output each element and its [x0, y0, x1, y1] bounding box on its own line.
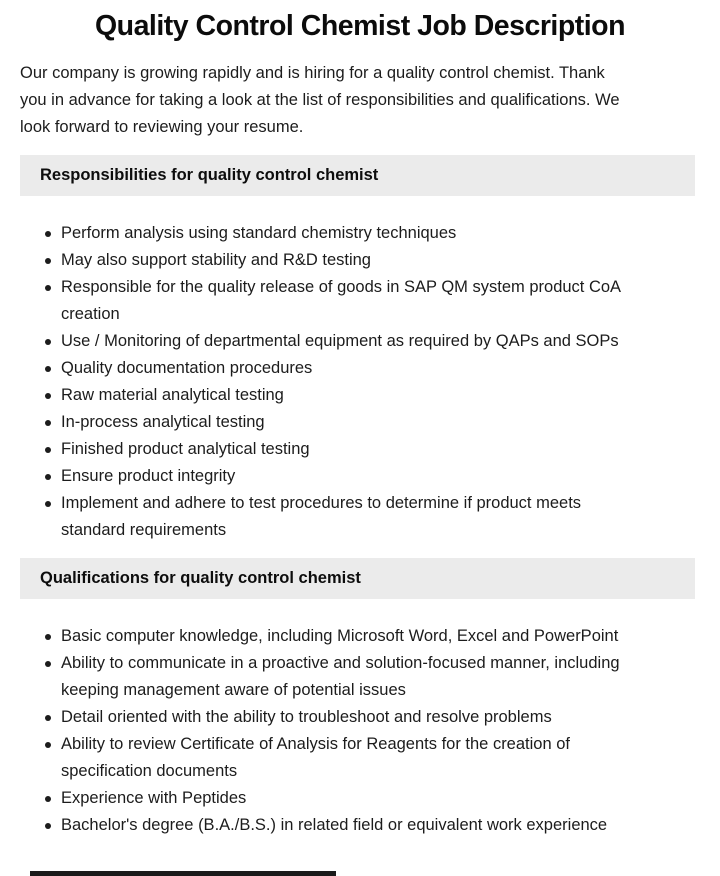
list-item-text: Responsible for the quality release of goods in SAP QM system product CoA — [61, 278, 622, 296]
qualifications-list — [0, 623, 695, 839]
bullet-icon — [45, 393, 51, 399]
list-item-text: standard requirements — [61, 521, 227, 539]
bullet-icon — [45, 796, 51, 802]
bullet-icon — [45, 285, 51, 291]
bullet-icon — [45, 339, 51, 345]
page-title: Quality Control Chemist Job Description — [95, 10, 625, 42]
list-item — [61, 463, 695, 490]
list-item-text: May also support stability and R&D testing — [61, 251, 371, 269]
bullet-icon — [45, 447, 51, 453]
list-item-text: specification documents — [61, 762, 238, 780]
list-item — [61, 328, 695, 355]
intro-line: you in advance for taking a look at the list of responsibilities and qualifications. We — [20, 91, 620, 109]
bullet-icon — [45, 366, 51, 372]
bullet-icon — [45, 823, 51, 829]
list-item — [61, 409, 695, 436]
list-item — [61, 650, 695, 704]
bottom-cutoff-bar — [30, 871, 336, 876]
list-item — [61, 355, 695, 382]
bullet-icon — [45, 258, 51, 264]
section-responsibilities — [0, 155, 720, 544]
bullet-icon — [45, 474, 51, 480]
bullet-icon — [45, 715, 51, 721]
list-item-text: Bachelor's degree (B.A./B.S.) in related field or equivalent work experience — [61, 816, 608, 834]
list-item-text: Use / Monitoring of departmental equipment as required by QAPs and SOPs — [61, 332, 619, 350]
bullet-icon — [45, 634, 51, 640]
list-item-text: Detail oriented with the ability to troubleshoot and resolve problems — [61, 708, 552, 726]
list-item-text: Ability to review Certificate of Analysis for Reagents for the creation of — [61, 735, 570, 753]
list-item-text: Basic computer knowledge, including Microsoft Word, Excel and PowerPoint — [61, 627, 619, 645]
list-item-text: keeping management aware of potential issues — [61, 681, 406, 699]
list-item — [61, 220, 695, 247]
list-item — [61, 247, 695, 274]
intro-paragraph — [20, 60, 695, 141]
qualifications-heading: Qualifications for quality control chemist — [20, 558, 695, 599]
list-item — [61, 436, 695, 463]
list-item — [61, 274, 695, 328]
section-qualifications — [0, 558, 720, 839]
list-item — [61, 382, 695, 409]
list-item-text: Perform analysis using standard chemistry techniques — [61, 224, 457, 242]
list-item-text: In-process analytical testing — [61, 413, 265, 431]
list-item — [61, 623, 695, 650]
bullet-icon — [45, 742, 51, 748]
list-item-text: Experience with Peptides — [61, 789, 247, 807]
responsibilities-list — [0, 220, 695, 544]
bullet-icon — [45, 661, 51, 667]
list-item — [61, 812, 695, 839]
list-item-text: Quality documentation procedures — [61, 359, 313, 377]
bullet-icon — [45, 420, 51, 426]
responsibilities-heading: Responsibilities for quality control chemist — [20, 155, 695, 196]
list-item-text: Implement and adhere to test procedures to determine if product meets — [61, 494, 582, 512]
list-item — [61, 785, 695, 812]
list-item-text: Raw material analytical testing — [61, 386, 284, 404]
bullet-icon — [45, 231, 51, 237]
list-item — [61, 704, 695, 731]
list-item-text: Ensure product integrity — [61, 467, 236, 485]
list-item-text: creation — [61, 305, 120, 323]
intro-line: look forward to reviewing your resume. — [20, 118, 304, 136]
list-item-text: Finished product analytical testing — [61, 440, 310, 458]
intro-line: Our company is growing rapidly and is hiring for a quality control chemist. Thank — [20, 64, 605, 82]
list-item — [61, 490, 695, 544]
list-item-text: Ability to communicate in a proactive and solution-focused manner, including — [61, 654, 620, 672]
bullet-icon — [45, 501, 51, 507]
list-item — [61, 731, 695, 785]
